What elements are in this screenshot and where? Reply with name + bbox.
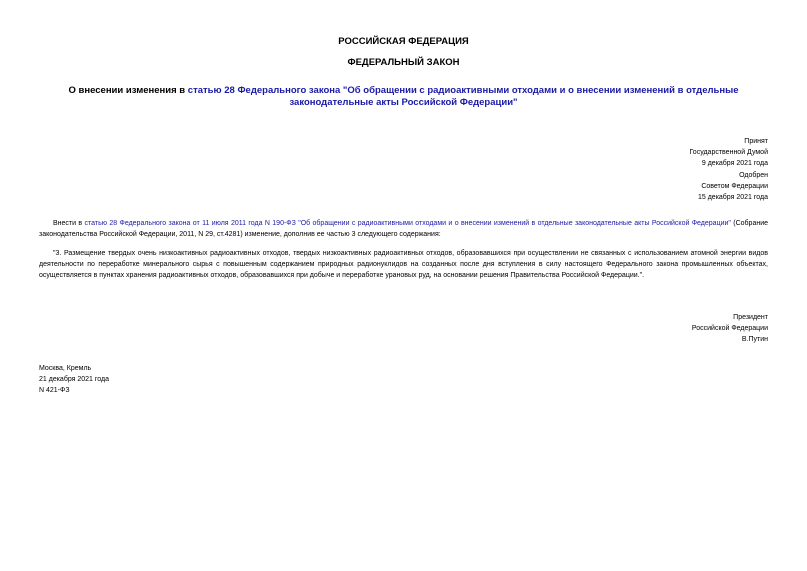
adoption-line: Государственной Думой [689,149,768,157]
law-title-prefix: О внесении изменения в [68,85,188,96]
p1-prefix: Внести в [53,220,85,227]
place-date-block [39,363,109,397]
law-title [30,85,777,109]
adoption-line: Одобрен [739,171,768,179]
place-line: Москва, Кремль [39,365,92,372]
p1-law-link[interactable]: статью 28 Федерального закона от 11 июля 2011 года N 190-ФЗ "Об обращении с радиоактивными отходами и о внесении изменений в отдельные законодательные акты Российской Федерации" [84,220,731,227]
law-number-line: N 421-ФЗ [39,387,70,395]
law-title-link[interactable]: статью 28 Федерального закона "Об обращении с радиоактивными отходами и о внесении изменений в отдельные законодательные акты Российской Федерации" [187,85,739,108]
adoption-line: Принят [744,138,768,145]
doc-type-heading: ФЕДЕРАЛЬНЫЙ ЗАКОН [347,57,460,68]
country-heading: РОССИЙСКАЯ ФЕДЕРАЦИЯ [338,36,469,47]
date-line: 21 декабря 2021 года [39,376,110,384]
adoption-block [689,136,768,203]
signature-line: Президент [733,314,768,321]
body-paragraph-1 [39,219,768,241]
signature-line: Российской Федерации [691,325,768,333]
adoption-line: 15 декабря 2021 года [697,194,768,202]
body-paragraph-2: "3. Размещение твердых очень низкоактивных радиоактивных отходов, твердых низкоактивных радиоактивных отходов, образовавшихся при осуществлении не связанных с использованием атомной энергии видов деятельности по переработке минерального сырья с повышенным содержанием природных радионуклидов на созданных после дня вступления в силу настоящего Федерального закона промышленных объектах, осуществляется в пунктах хранения радиоактивных отходов, образовавшихся при добыче и переработке урановых руд, на основании решения Правительства Российской Федерации.". [39,250,768,279]
signature-line: В.Путин [741,336,768,344]
p1-suffix: (Собрание законодательства Российской Федерации, 2011, N 29, ст.4281) изменение, дополнив ее частью 3 следующего содержания: [39,220,769,238]
adoption-line: 9 декабря 2021 года [701,160,768,168]
adoption-line: Советом Федерации [701,182,768,190]
signature-block [692,312,768,346]
